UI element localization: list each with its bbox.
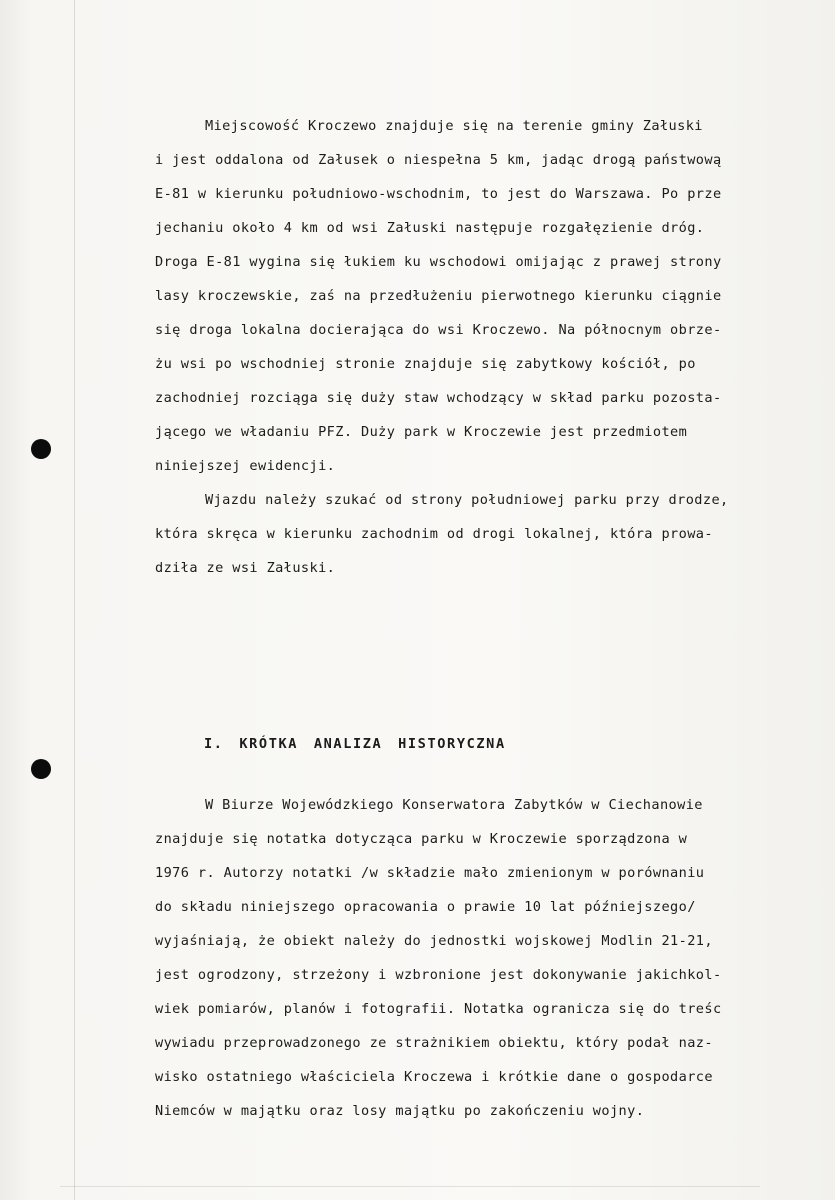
paragraph3-line: 1976 r. Autorzy notatki /w składzie mało zmienionym w porównaniu bbox=[155, 865, 705, 881]
paragraph2-line: która skręca w kierunku zachodnim od drogi lokalnej, która prowa- bbox=[155, 526, 713, 542]
paragraph1-line: żu wsi po wschodniej stronie znajduje się zabytkowy kościół, po bbox=[155, 356, 696, 372]
paragraph3-line: do składu niniejszego opracowania o prawie 10 lat późniejszego/ bbox=[155, 899, 696, 915]
paragraph1-line: jącego we władaniu PFZ. Duży park w Kroczewie jest przedmiotem bbox=[155, 424, 688, 440]
paragraph1-line: niniejszej ewidencji. bbox=[155, 458, 336, 474]
paragraph3-line: wiek pomiarów, planów i fotografii. Notatka ogranicza się do treśc bbox=[155, 1001, 722, 1017]
paragraph1-line: Droga E-81 wygina się łukiem ku wschodowi omijając z prawej strony bbox=[155, 254, 722, 270]
paragraph1-line: się droga lokalna docierająca do wsi Kroczewo. Na północnym obrze- bbox=[155, 322, 722, 338]
paragraph3-line: znajduje się notatka dotycząca parku w Kroczewie sporządzona w bbox=[155, 831, 688, 847]
paragraph1-line: E-81 w kierunku południowo-wschodnim, to jest do Warszawa. Po prze bbox=[155, 186, 722, 202]
paragraph2-line: Wjazdu należy szukać od strony południowej parku przy drodze, bbox=[205, 492, 729, 508]
paragraph1-line: i jest oddalona od Załusek o niespełna 5 km, jadąc drogą państwową bbox=[155, 152, 722, 168]
paper-edge-line bbox=[74, 0, 75, 1200]
paragraph3-line: wisko ostatniego właściciela Kroczewa i krótkie dane o gospodarce bbox=[155, 1069, 713, 1085]
paragraph3-line: Niemców w majątku oraz losy majątku po zakończeniu wojny. bbox=[155, 1103, 645, 1119]
punch-hole-top bbox=[31, 439, 51, 459]
section-heading: I. KRÓTKA ANALIZA HISTORYCZNA bbox=[204, 736, 506, 752]
paragraph3-line: wywiadu przeprowadzonego ze strażnikiem obiektu, który podał naz- bbox=[155, 1035, 713, 1051]
paragraph2-line: dziła ze wsi Załuski. bbox=[155, 560, 336, 576]
paragraph3-line: W Biurze Wojewódzkiego Konserwatora Zabytków w Ciechanowie bbox=[205, 797, 703, 813]
punch-hole-bottom bbox=[31, 759, 51, 779]
paper-bottom-line bbox=[60, 1186, 760, 1187]
paragraph3-line: jest ogrodzony, strzeżony i wzbronione jest dokonywanie jakichkol- bbox=[155, 967, 722, 983]
paragraph1-line: Miejscowość Kroczewo znajduje się na terenie gminy Załuski bbox=[205, 118, 703, 134]
paragraph1-line: lasy kroczewskie, zaś na przedłużeniu pierwotnego kierunku ciągnie bbox=[155, 288, 722, 304]
paragraph1-line: jechaniu około 4 km od wsi Załuski następuje rozgałęzienie dróg. bbox=[155, 220, 705, 236]
paragraph3-line: wyjaśniają, że obiekt należy do jednostki wojskowej Modlin 21-21, bbox=[155, 933, 713, 949]
paragraph1-line: zachodniej rozciąga się duży staw wchodzący w skład parku pozosta- bbox=[155, 390, 722, 406]
